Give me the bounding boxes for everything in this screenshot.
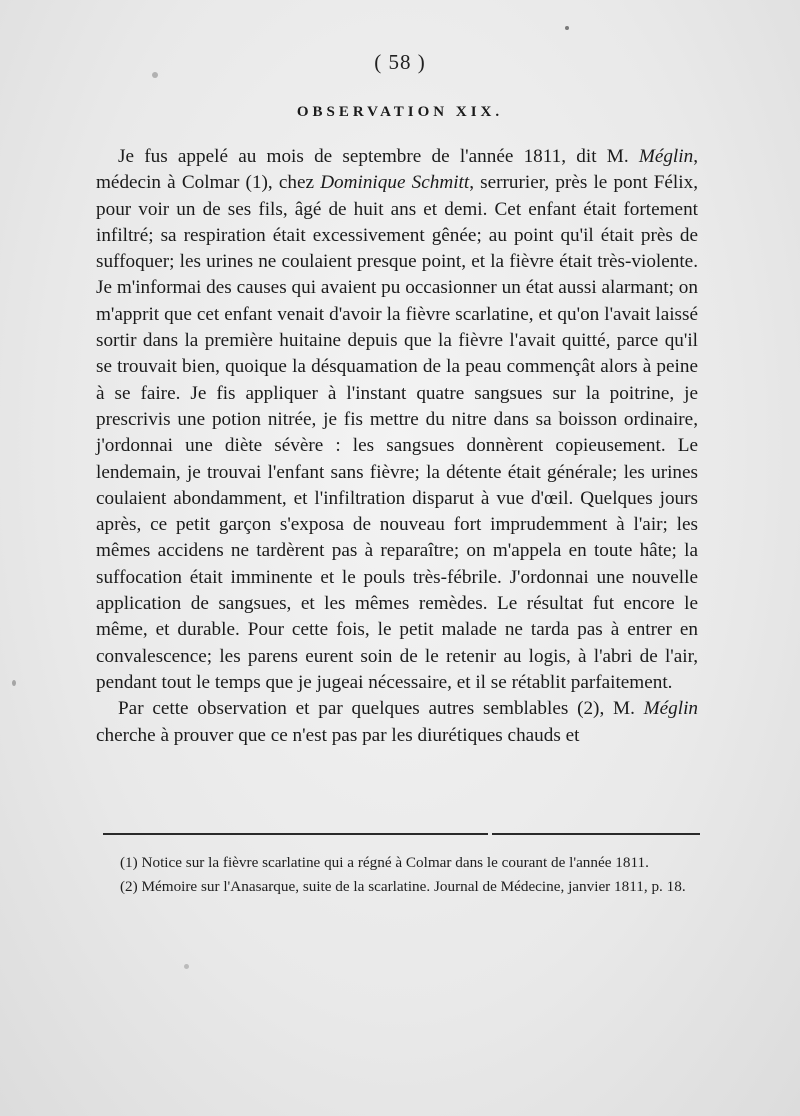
main-text: [96, 144, 698, 749]
footnote-rule: [103, 833, 488, 835]
ink-speck: [12, 680, 16, 686]
footnote: (1) Notice sur la fièvre scarlatine qui a régné à Colmar dans le courant de l'année 1811.: [120, 854, 649, 871]
text-run: , serrurier, près le pont Félix, pour voir un de ses fils, âgé de huit ans et demi. Cet enfant était fortement infiltré; sa respiration était excessivement gênée; au point qu'il était près de suffoquer; les urines ne coulaient presque point, et la fièvre était très-violente. Je m'informai des causes qui avaient pu occasionner un état aussi alarmant; on m'apprit que cet enfant venait d'avoir la fièvre scarlatine, et qu'on l'avait laissé sortir dans la première huitaine depuis que la fièvre l'avait quitté, parce qu'il se trouvait bien, quoique la désquamation de la peau commençât alors à peine à se faire. Je fis appliquer à l'instant quatre sangsues sur la poitrine, je prescrivis une potion nitrée, je fis mettre du nitre dans sa boisson ordinaire, j'ordonnai une diète sévère : les sangsues donnèrent copieusement. Le lendemain, je trouvai l'enfant sans fièvre; la détente était générale; les urines coulaient abondamment, et l'infiltration disparut à vue d'œil. Quelques jours après, ce petit garçon s'exposa de nouveau fort imprudemment à l'air; les mêmes accidens ne tardèrent pas à reparaître; on m'appela en toute hâte; la suffocation était imminente et le pouls très-fébrile. J'ordonnai une nouvelle application de sangsues, et les mêmes remèdes. Le résultat fut encore le même, et durable. Pour cette fois, le petit malade ne tarda pas à entrer en convalescence; les parens eurent soin de le retenir au logis, à l'abri de l'air, pendant tout le temps que je jugeai nécessaire, et il se rétablit parfaitement.: [96, 172, 698, 693]
text-run: Par cette observation et par quelques autres semblables (2), M.: [118, 698, 644, 720]
ink-speck: [184, 964, 189, 969]
person-name: Méglin: [638, 146, 694, 167]
text-run: Je fus appelé au mois de septembre de l'année 1811, dit M.: [118, 146, 639, 167]
person-name: Méglin: [643, 698, 698, 720]
footnote: (2) Mémoire sur l'Anasarque, suite de la scarlatine. Journal de Médecine, janvier 1811, p. 18.: [120, 878, 686, 895]
paragraph: [96, 144, 698, 696]
section-heading: OBSERVATION XIX.: [296, 104, 504, 120]
footnotes: [100, 852, 700, 900]
text-run: cherche à prouver que ce n'est pas par les diurétiques chauds et: [96, 724, 580, 746]
footnote-rule: [492, 833, 700, 835]
page-number: ( 58 ): [374, 50, 426, 74]
text-run: , médecin à Colmar (1), chez: [96, 146, 698, 194]
person-name: Dominique Schmitt: [320, 172, 470, 194]
ink-speck: [565, 26, 569, 30]
paragraph: [96, 696, 698, 749]
